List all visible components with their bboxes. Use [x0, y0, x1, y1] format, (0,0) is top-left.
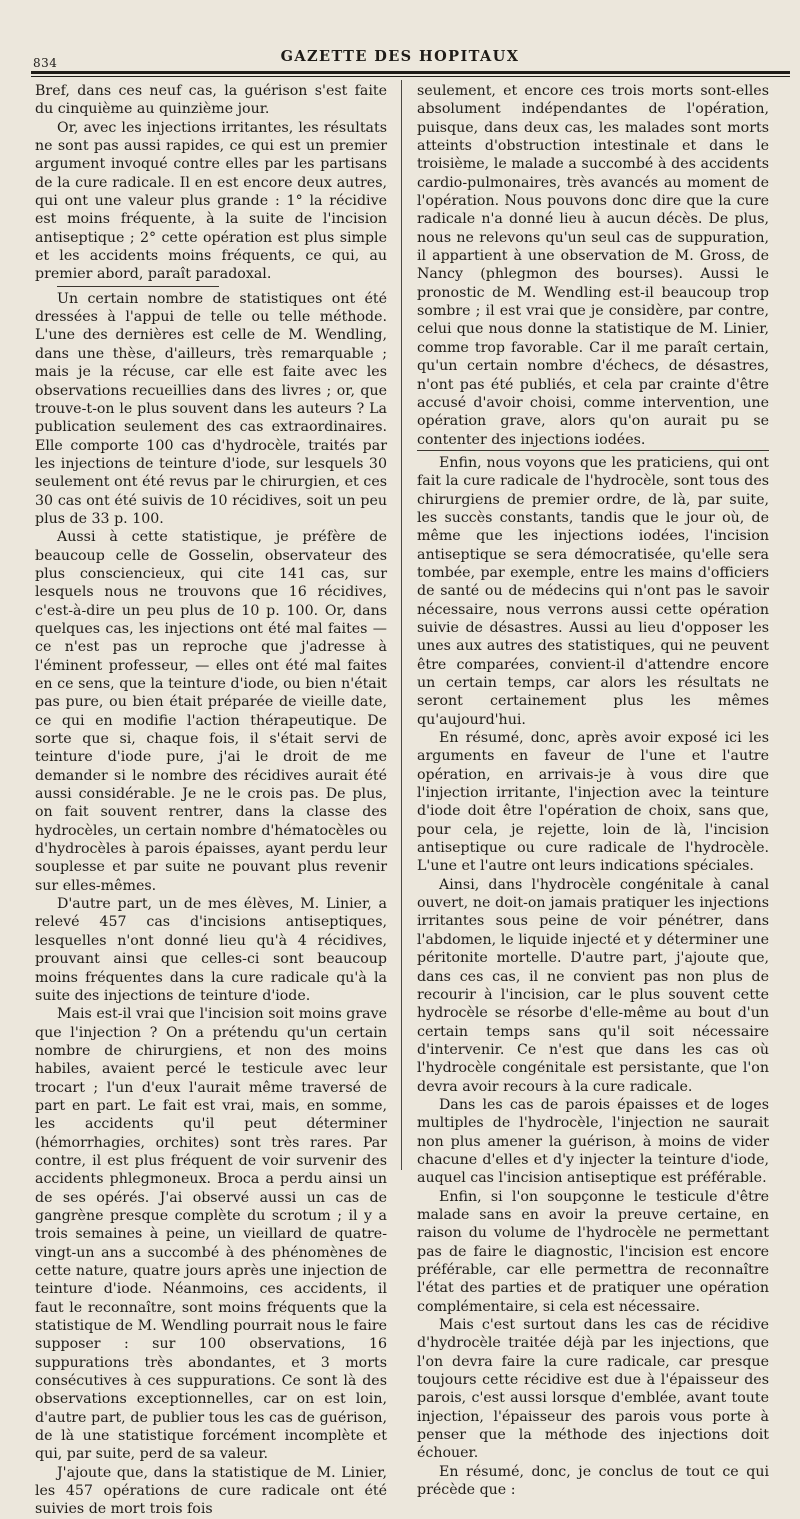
paragraph: D'autre part, un de mes élèves, M. Linier, a relevé 457 cas d'incisions antiseptiques, lesquelles n'ont donné lieu qu'à 4 récidives, prouvant ainsi que celles-ci sont beaucoup moins fréquentes dans la cure radicale qu'à la suite des injections de teinture d'iode. [35, 896, 387, 1004]
right-column [417, 82, 769, 1499]
paragraph: En résumé, donc, après avoir exposé ici les arguments en faveur de l'une et l'autre opération, en arrivais-je à vous dire que l'injection irritante, l'injection avec la teinture d'iode doit être l'opération de choix, sans que, pour cela, je rejette, loin de là, l'incision antiseptique ou cure radicale de l'hydrocèle. L'une et l'autre ont leurs indications spéciales. [417, 730, 769, 875]
paragraph: seulement, et encore ces trois morts sont-elles absolument indépendantes de l'opération, puisque, dans deux cas, les malades sont morts atteints d'obstruction intestinale et dans le troisième, le malade a succombé à des accidents cardio-pulmonaires, très avancés au moment de l'opération. Nous pouvons donc dire que la cure radicale n'a donné lieu à aucun décès. De plus, nous ne relevons qu'un seul cas de suppuration, il appartient à une observation de M. Gross, de Nancy (phlegmon des bourses). Aussi le pronostic de M. Wendling est-il beaucoup trop sombre ; il est vrai que je considère, par contre, celui que nous donne la statistique de M. Linier, comme trop favorable. Car il me paraît certain, qu'un certain nombre d'échecs, de désastres, n'ont pas été publiés, et cela par crainte d'être accusé d'avoir choisi, comme intervention, une opération grave, alors qu'on aurait pu se contenter des injections iodées. [417, 83, 769, 448]
paragraph: Un certain nombre de statistiques ont été dressées à l'appui de telle ou telle méthode. L'une des dernières est celle de M. Wendling, dans une thèse, d'ailleurs, très remarquable ; mais je la récuse, car elle est faite avec les observations recueillies dans des livres ; or, que trouve-t-on le plus souvent dans les auteurs ? La publication seulement des cas extraordinaires. Elle comporte 100 cas d'hydrocèle, traités par les injections de teinture d'iode, sur lesquels 30 seulement ont été revus par le chirurgien, et ces 30 cas ont été suivis de 10 récidives, soit un peu plus de 33 p. 100. [35, 290, 387, 527]
page-number: 834 [33, 56, 58, 70]
running-title: GAZETTE DES HOPITAUX [280, 48, 520, 65]
section-separator [57, 286, 219, 287]
column-divider [401, 80, 402, 1170]
paragraph: Bref, dans ces neuf cas, la guérison s'est faite du cinquième au quinzième jour. [35, 83, 387, 118]
section-separator [417, 450, 769, 451]
paragraph: Aussi à cette statistique, je préfère de beaucoup celle de Gosselin, observateur des plus consciencieux, qui cite 141 cas, sur lesquels nous ne trouvons que 16 récidives, c'est-à-dire un peu plus de 10 p. 100. Or, dans quelques cas, les injections ont été mal faites — ce n'est pas un reproche que j'adresse à l'éminent professeur, — elles ont été mal faites en ce sens, que la teinture d'iode, ou bien n'était pas pure, ou bien était préparée de vieille date, ce qui en modifie l'action thérapeutique. De sorte que si, chaque fois, il s'était servi de teinture d'iode pure, j'ai le droit de me demander si le nombre des récidives aurait été aussi considérable. Je ne le crois pas. De plus, on fait souvent rentrer, dans la classe des hydrocèles, un certain nombre d'hématocèles ou d'hydrocèles à parois épaisses, ayant perdu leur souplesse et par suite ne pouvant plus revenir sur elles-mêmes. [35, 529, 387, 894]
paragraph: Or, avec les injections irritantes, les résultats ne sont pas aussi rapides, ce qui est un premier argument invoqué contre elles par les partisans de la cure radicale. Il en est encore deux autres, qui ont une valeur plus grande : 1° la récidive est moins fréquente, à la suite de l'incision antiseptique ; 2° cette opération est plus simple et les accidents moins fréquents, ce qui, au premier abord, paraît paradoxal. [35, 119, 387, 283]
paragraph: Enfin, nous voyons que les praticiens, qui ont fait la cure radicale de l'hydrocèle, sont tous des chirurgiens de premier ordre, de là, par suite, les succès constants, tandis que le jour où, de même que les injections iodées, l'incision antiseptique se sera démocratisée, qu'elle sera tombée, par exemple, entre les mains d'officiers de santé ou de médecins qui n'ont pas le savoir nécessaire, nous verrons aussi cette opération suivie de désastres. Aussi au lieu d'opposer les unes aux autres des statistiques, qui ne peuvent être comparées, convient-il d'attendre encore un certain temps, car alors les résultats ne seront certainement plus les mêmes qu'aujourd'hui. [417, 454, 769, 728]
paragraph: Enfin, si l'on soupçonne le testicule d'être malade sans en avoir la preuve certaine, en raison du volume de l'hydrocèle ne permettant pas de faire le diagnostic, l'incision est encore préférable, car elle permettra de reconnaître l'état des parties et de pratiquer une opération complémentaire, si cela est nécessaire. [417, 1188, 769, 1315]
left-column [35, 82, 387, 1518]
paragraph: Mais c'est surtout dans les cas de récidive d'hydrocèle traitée déjà par les injections, que l'on devra faire la cure radicale, car presque toujours cette récidive est due à l'épaisseur des parois, c'est aussi lorsque d'emblée, avant toute injection, l'épaisseur des parois vous porte à penser que la méthode des injections doit échouer. [417, 1317, 769, 1462]
header-rule [31, 71, 790, 77]
paragraph: Ainsi, dans l'hydrocèle congénitale à canal ouvert, ne doit-on jamais pratiquer les injections irritantes sous peine de voir pénétrer, dans l'abdomen, le liquide injecté et y déterminer une péritonite mortelle. D'autre part, j'ajoute que, dans ces cas, il ne convient pas non plus de recourir à l'incision, car le plus souvent cette hydrocèle se résorbe d'elle-même au bout d'un certain temps sans qu'il soit nécessaire d'intervenir. Ce n'est que dans les cas où l'hydrocèle congénitale est persistante, que l'on devra avoir recours à la cure radicale. [417, 876, 769, 1095]
paragraph: En résumé, donc, je conclus de tout ce qui précède que : [417, 1463, 769, 1499]
paragraph: J'ajoute que, dans la statistique de M. Linier, les 457 opérations de cure radicale ont été suivies de mort trois fois [35, 1464, 387, 1518]
paragraph: Dans les cas de parois épaisses et de loges multiples de l'hydrocèle, l'injection ne saurait non plus amener la guérison, à moins de vider chacune d'elles et d'y injecter la teinture d'iode, auquel cas l'incision antiseptique est préférable. [417, 1096, 769, 1187]
paragraph: Mais est-il vrai que l'incision soit moins grave que l'injection ? On a prétendu qu'un certain nombre de chirurgiens, et non des moins habiles, avaient percé le testicule avec leur trocart ; l'un d'eux l'aurait même traversé de part en part. Le fait est vrai, mais, en somme, les accidents qu'il peut déterminer (hémorrhagies, orchites) sont très rares. Par contre, il est plus fréquent de voir survenir des accidents phlegmoneux. Broca a perdu ainsi un de ses opérés. J'ai observé aussi un cas de gangrène presque complète du scrotum ; il y a trois semaines à peine, un vieillard de quatre-vingt-un ans a succombé à des phénomènes de cette nature, quatre jours après une injection de teinture d'iode. Néanmoins, ces accidents, il faut le reconnaître, sont moins fréquents que la statistique de M. Wendling pourrait nous le faire supposer : sur 100 observations, 16 suppurations très abondantes, et 3 morts consécutives à ces suppurations. Ce sont là des observations exceptionnelles, car on est loin, d'autre part, de publier tous les cas de guérison, de là une statistique forcément incomplète et qui, par suite, perd de sa valeur. [35, 1006, 387, 1463]
